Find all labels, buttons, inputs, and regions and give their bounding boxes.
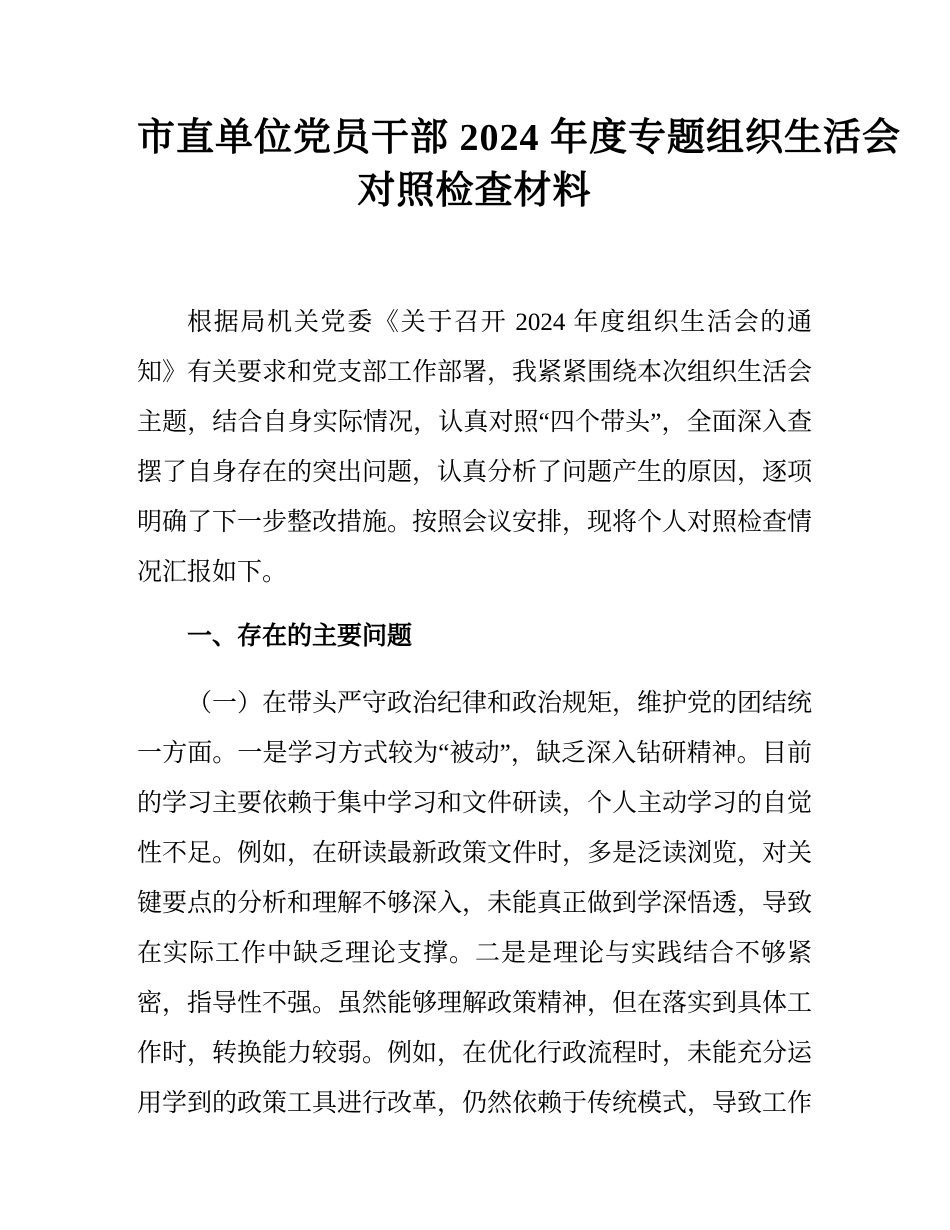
document-title-line-1: 市直单位党员干部 2024 年度专题组织生活会 bbox=[137, 117, 902, 159]
document-title bbox=[137, 112, 902, 218]
section-1-heading: 一、存在的主要问题 bbox=[187, 622, 413, 650]
section-1-paragraph-1: （一）在带头严守政治纪律和政治规矩，维护党的团结统一方面。一是学习方式较为“被动”，缺乏深入钻研精神。目前的学习主要依赖于集中学习和文件研读，个人主动学习的自觉性不足。例如，在研读最新政策文件时，多是泛读浏览，对关键要点的分析和理解不够深入，未能真正做到学深悟透，导致在实际工作中缺乏理论支撑。二是是理论与实践结合不够紧密，指导性不强。虽然能够理解政策精神，但在落实到具体工作时，转换能力较弱。例如，在优化行政流程时，未能充分运用学到的政策工具进行改革，仍然依赖于传统模式，导致工作 bbox=[137, 690, 813, 1117]
intro-paragraph: 根据局机关党委《关于召开 2024 年度组织生活会的通知》有关要求和党支部工作部署，我紧紧围绕本次组织生活会主题，结合自身实际情况，认真对照“四个带头”，全面深入查摆了自身存在的突出问题，认真分析了问题产生的原因，逐项明确了下一步整改措施。按照会议安排，现将个人对照检查情况汇报如下。 bbox=[137, 309, 813, 586]
document-title-line-2: 对照检查材料 bbox=[357, 170, 592, 212]
